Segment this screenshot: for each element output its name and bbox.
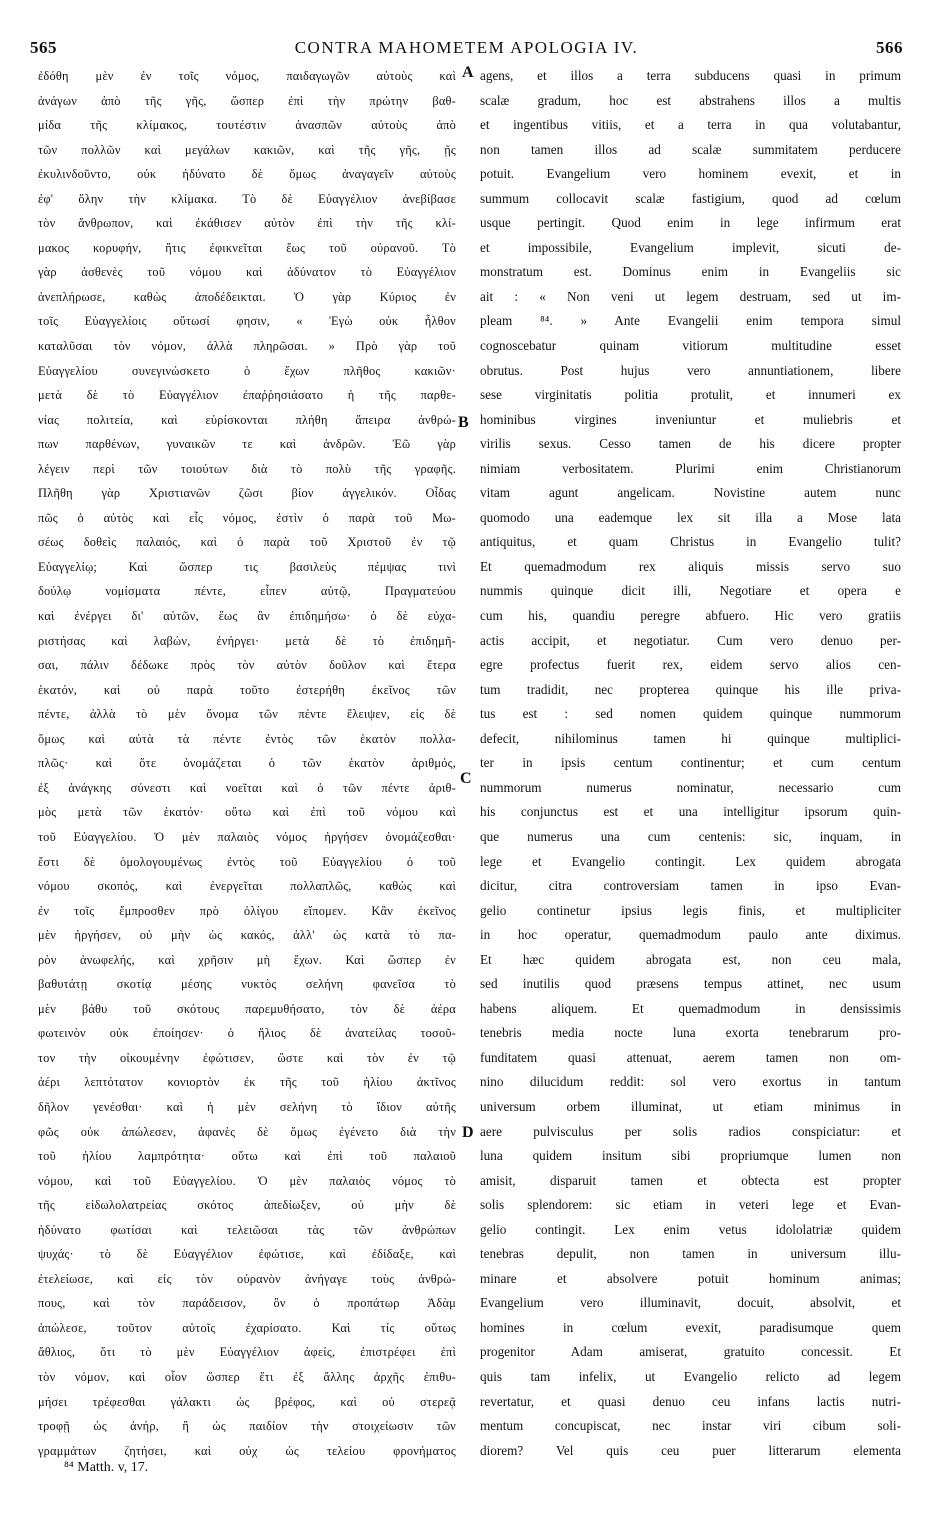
greek-text-line: μετὰ δὲ τὸ Εὐαγγέλιον ἐπαῤῥησιάσατο ἡ τῆς παρθε- (38, 388, 456, 403)
latin-text-line: et ingentibus vitiis, et a terra in qua volutabantur, (480, 117, 901, 133)
greek-text-line: ἐκυλινδοῦντο, οὐκ ἠδύνατο δὲ ὅμως ἀναγαγεῖν αὐτοὺς (38, 167, 456, 182)
latin-text-line: habens aliquem. Et quemadmodum in densissimis (480, 1000, 901, 1016)
greek-text-line: φῶς οὐκ ἀπώλεσεν, ἀφανὲς δὲ ὅμως ἐγένετο διὰ τὴν (38, 1124, 456, 1139)
latin-text-line: universum orbem illuminat, ut etiam minimus in (480, 1098, 901, 1114)
latin-text-line: luna quidem insitum sibi propriumque lumen non (480, 1148, 901, 1164)
latin-text-line: obrutus. Post hujus vero annuntiationem, libere (480, 362, 901, 378)
latin-text-line: lege et Evangelio contingit. Lex quidem abrogata (480, 853, 901, 869)
latin-text-line: sed inutilis quod præsens tempus attinet, nec usum (480, 976, 901, 992)
greek-text-line: μίδα τῆς κλίμακος, τουτέστιν ἀνασπῶν αὐτοὺς ἀπὸ (38, 118, 456, 133)
latin-text-line: ter in ipsis centum continentur; et cum centum (480, 755, 901, 771)
greek-text-line: ἐφ' ὅλην τὴν κλίμακα. Τὸ δὲ Εὐαγγέλιον ἀνεβίβασε (38, 191, 456, 206)
latin-text-line: non tamen illos ad scalæ summitatem perducere (480, 141, 901, 157)
latin-text-line: nummorum numerus nominatur, necessario cum (480, 779, 901, 795)
greek-text-line: ἐτελείωσε, καὶ εἰς τὸν οὐρανὸν ἀνήγαγε τοὺς ἀνθρώ- (38, 1271, 456, 1286)
latin-text-line: nimiam verbositatem. Plurimi enim Christianorum (480, 460, 901, 476)
greek-text-column (38, 64, 456, 1463)
latin-text-line: gelio continetur ipsius legis finis, et multipliciter (480, 902, 901, 918)
greek-text-line: φωτεινὸν οὐκ ἐποίησεν· ὁ ἥλιος δὲ ἀνατείλας τοσοῦ- (38, 1026, 456, 1041)
greek-text-line: τῆς εἰδωλολατρείας σκότος ἀπεδίωξεν, οὐ μὴν δὲ (38, 1198, 456, 1213)
greek-text-line: ἐξ ἀνάγκης σύνεστι καὶ νοεῖται καὶ ὁ τῶν πέντε ἀριθ- (38, 780, 456, 795)
latin-text-line: revertatur, et quasi denuo ceu infans lactis nutri- (480, 1393, 901, 1409)
greek-text-line: καὶ ἐνέργει δι' αὐτῶν, ἕως ἂν ἐπιδημήσω· ὁ δὲ εὐχα- (38, 609, 456, 624)
greek-text-line: πῶς ὁ αὐτὸς καὶ εἷς νόμος, ἐστὶν ὁ παρὰ τοῦ Μω- (38, 510, 456, 525)
latin-text-line: Evangelium vero illuminavit, docuit, absolvit, et (480, 1295, 901, 1311)
greek-text-line: τροφῇ ὡς ἀνήρ, ἢ ὡς παιδίον τὴν στοιχείωσιν τῶν (38, 1419, 456, 1434)
greek-text-line: λέγειν περὶ τῶν τοιούτων διὰ τὸ πολὺ τῆς γραφῆς. (38, 461, 456, 476)
latin-text-line: vitam agunt angelicam. Novistine autem nunc (480, 485, 901, 501)
greek-text-line: μήσει τρέφεσθαι γάλακτι ὡς βρέφος, καὶ οὐ στερεᾷ (38, 1394, 456, 1409)
latin-text-line: funditatem quasi attenuat, aerem tamen non om- (480, 1049, 901, 1065)
latin-text-line: solis splendorem: sic etiam in veteri lege et Evan- (480, 1197, 901, 1213)
greek-text-line: τῶν πολλῶν καὶ μεγάλων κακιῶν, καὶ τῆς γῆς, ῇς (38, 142, 456, 157)
latin-text-line: diorem? Vel quis ceu puer litterarum elementa (480, 1442, 901, 1458)
greek-text-line: τοῖς Εὐαγγελίοις οὕτωσί φησιν, « Ἐγὼ οὐκ ἦλθον (38, 314, 456, 329)
greek-text-line: πλῶς· καὶ ὅτε ὀνομάζεται ὁ τῶν ἑκατὸν ἀριθμός, (38, 756, 456, 771)
latin-text-line: scalæ gradum, hoc est abstrahens illos a multis (480, 92, 901, 108)
greek-text-line: ἑκατόν, καὶ οὐ παρὰ τοῦτο ἐστερήθη ἐκεῖνος τῶν (38, 682, 456, 697)
latin-text-line: nino dilucidum reddit: sol vero exortus in tantum (480, 1074, 901, 1090)
greek-text-line: νόμου, καὶ τοῦ Εὐαγγελίου. Ὁ μὲν παλαιὸς νόμος τὸ (38, 1173, 456, 1188)
latin-text-line: ait : « Non veni ut legem destruam, sed ut im- (480, 288, 901, 304)
latin-text-line: homines in cœlum evexit, paradisumque quem (480, 1319, 901, 1335)
greek-text-line: σαι, πάλιν δέδωκε πρὸς τὸν αὐτὸν δοῦλον καὶ ἕτερα (38, 658, 456, 673)
greek-text-line: ἀέρι λεπτότατον κονιορτὸν ἐκ τῆς τοῦ ἡλίου ἀκτῖνος (38, 1075, 456, 1090)
latin-text-column (480, 64, 901, 1463)
greek-text-line: μὲν ἠργήσεν, οὐ μὴν ὡς κακός, ἀλλ' ὡς κατὰ τὸ πα- (38, 928, 456, 943)
latin-text-line: quomodo una eademque lex sit illa a Mose lata (480, 509, 901, 525)
page-number-right: 566 (876, 38, 903, 57)
latin-text-line: usque pertingit. Quod enim in lege infirmum erat (480, 215, 901, 231)
latin-text-line: nummis quinque dicit illi, Negotiare et opera e (480, 583, 901, 599)
greek-text-line: ὅμως καὶ αὐτὰ τὰ πέντε ἐντὸς τῶν ἑκατὸν πολλα- (38, 731, 456, 746)
greek-text-line: μὸς μετὰ τῶν ἑκατόν· οὕτω καὶ ἐπὶ τοῦ νόμου καὶ (38, 805, 456, 820)
greek-text-line: ἀνάγων ἀπὸ τῆς γῆς, ὥσπερ ἐπὶ τὴν πρώτην βαθ- (38, 93, 456, 108)
greek-text-line: τὸν νόμον, καὶ οἷον ὥσπερ ἔτι ἐξ ἄλλης ἀρχῆς ἐπιθυ- (38, 1369, 456, 1384)
greek-text-line: ἄθλιος, ὅτι τὸ μὲν Εὐαγγέλιον ἀφείς, ἐπιστρέφει ἐπὶ (38, 1345, 456, 1360)
section-marker-b: B (458, 414, 469, 431)
latin-text-line: monstratum est. Dominus enim in Evangeliis sic (480, 264, 901, 280)
latin-text-line: defecit, nihilominus tamen hi quinque multiplici- (480, 730, 901, 746)
page-header (30, 38, 903, 62)
greek-text-line: μὲν βάθυ τοῦ σκότους παρεμυθήσατο, τὸν δὲ ἀέρα (38, 1001, 456, 1016)
greek-text-line: τοῦ Εὐαγγελίου. Ὁ μὲν παλαιὸς νόμος ἠργήσεν ὀνομάζεσθαι· (38, 829, 456, 844)
greek-text-line: βαθυτάτῃ σκοτίᾳ μέσης νυκτὸς σελήνη φανεῖσα τὸ (38, 977, 456, 992)
latin-text-line: amisit, disparuit tamen et obtecta est propter (480, 1172, 901, 1188)
footnote: ⁸⁴ Matth. v, 17. (64, 1460, 149, 1475)
latin-text-line: tus est : sed nomen quidem quinque nummorum (480, 706, 901, 722)
latin-text-line: mentum concupiscat, nec instar viri cibum soli- (480, 1418, 901, 1434)
latin-text-line: Et hæc quidem abrogata est, non ceu mala, (480, 951, 901, 967)
greek-text-line: πων παρθένων, γυναικῶν τε καὶ ἀνδρῶν. Ἐῶ γὰρ (38, 437, 456, 452)
latin-text-line: aere pulvisculus per solis radios conspiciatur: et (480, 1123, 901, 1139)
section-marker-d: D (462, 1124, 474, 1141)
latin-text-line: egre profectus fuerit rex, eidem servo alios cen- (480, 657, 901, 673)
latin-text-line: quis tam infelix, ut Evangelio relicto ad legem (480, 1368, 901, 1384)
latin-text-line: Et quemadmodum rex aliquis missis servo suo (480, 558, 901, 574)
latin-text-line: sese virginitatis politia protulit, et innumeri ex (480, 387, 901, 403)
latin-text-line: cognoscebatur quinam vitiorum multitudine esset (480, 338, 901, 354)
latin-text-line: in hoc operatur, quemadmodum paulo ante diximus. (480, 927, 901, 943)
greek-text-line: νόμου σκοπός, καὶ ἐνεργεῖται πολλαπλῶς, καθὼς καὶ (38, 879, 456, 894)
greek-text-line: τον τὴν οἰκουμένην ἐφώτισεν, ὥστε καὶ τὸν ἐν τῷ (38, 1050, 456, 1065)
page-number-left: 565 (30, 38, 57, 57)
latin-text-line: progenitor Adam amiserat, gratuito concessit. Et (480, 1344, 901, 1360)
greek-text-line: ρὸν ἀνωφελής, καὶ χρῆσιν μὴ ἔχων. Καὶ ὥσπερ ἐν (38, 952, 456, 967)
greek-text-line: τὸν ἄνθρωπον, καὶ ἐκάθισεν αὐτὸν ἐπὶ τὴν τῆς κλί- (38, 216, 456, 231)
latin-text-line: summum collocavit scalæ fastigium, quod ad cœlum (480, 190, 901, 206)
greek-text-line: ἀνεπλήρωσε, καθὼς ἀποδέδεικται. Ὁ γὰρ Κύριος ἐν (38, 289, 456, 304)
greek-text-line: ψυχάς· τὸ δὲ Εὐαγγέλιον ἐφώτισε, καὶ ἐδίδαξε, καὶ (38, 1247, 456, 1262)
section-marker-c: C (460, 770, 472, 787)
greek-text-line: δούλῳ νομίσματα πέντε, εἶπεν αὐτῷ, Πραγματεύου (38, 584, 456, 599)
latin-text-line: dicitur, citra controversiam tamen in ipso Evan- (480, 878, 901, 894)
latin-text-line: hominibus virgines inveniuntur et muliebris et (480, 411, 901, 427)
latin-text-line: pleam ⁸⁴. » Ante Evangelii enim tempora simul (480, 313, 901, 329)
greek-text-line: ἠδύνατο φωτίσαι καὶ τελειῶσαι τὰς τῶν ἀνθρώπων (38, 1222, 456, 1237)
greek-text-line: ἔστι δὲ ὁμολογουμένως ἐντὸς τοῦ Εὐαγγελίου ὁ τοῦ (38, 854, 456, 869)
latin-text-line: tum tradidit, nec propterea quinque his ille priva- (480, 681, 901, 697)
running-title: CONTRA MAHOMETEM APOLOGIA IV. (294, 38, 639, 57)
greek-text-line: δῆλον γενέσθαι· καὶ ἡ μὲν σελήνη τὸ ἴδιον αὐτῆς (38, 1099, 456, 1114)
greek-text-line: ἐδόθη μὲν ἐν τοῖς νόμος, παιδαγωγῶν αὐτοὺς καὶ (38, 69, 456, 83)
greek-text-line: γραμμάτων ζητήσει, καὶ οὐχ ὡς τελείου φρονήματος (38, 1443, 456, 1458)
latin-text-line: tenebris media nocte luna exorta tenebrarum pro- (480, 1025, 901, 1041)
greek-text-line: πέντε, ἀλλὰ τὸ μὲν ὄνομα τῶν πέντε ἔλειψεν, εἰς δὲ (38, 707, 456, 722)
greek-text-line: Εὐαγγελίῳ; Καὶ ὥσπερ τις βασιλεὺς πέμψας τινὶ (38, 559, 456, 574)
greek-text-line: νίας πολιτεία, καὶ εὑρίσκονται πλήθη ἄπειρα ἀνθρώ- (38, 412, 456, 427)
greek-text-line: καταλῦσαι τὸν νόμον, ἀλλὰ πληρῶσαι. » Πρὸ γὰρ τοῦ (38, 339, 456, 354)
latin-text-line: his conjunctus est et una intelligitur ipsorum quin- (480, 804, 901, 820)
greek-text-line: ἐν τοῖς ἔμπροσθεν πρὸ ὀλίγου εἴπομεν. Κἂν ἐκεῖνος (38, 903, 456, 918)
latin-text-line: tenebras depulit, non tamen in universum illu- (480, 1246, 901, 1262)
greek-text-line: ἀπώλεσε, τοῦτον αὐτοῖς ἐχαρίσατο. Καὶ τίς οὕτως (38, 1320, 456, 1335)
greek-text-line: μακος κορυφήν, ἥτις ἐφικνεῖται ἕως τοῦ οὐρανοῦ. Τὸ (38, 240, 456, 255)
latin-text-line: minare et absolvere potuit hominum animas; (480, 1270, 901, 1286)
greek-text-line: τοῦ ἡλίου λαμπρότητα· οὕτω καὶ ἐπὶ τοῦ παλαιοῦ (38, 1149, 456, 1164)
latin-text-line: antiquitus, et quam Christus in Evangelio tulit? (480, 534, 901, 550)
greek-text-line: Πλῆθη γὰρ Χριστιανῶν ζῶσι βίον ἀγγελικόν. Οἶδας (38, 486, 456, 501)
latin-text-line: virilis sexus. Cesso tamen de his dicere propter (480, 436, 901, 452)
latin-text-line: gelio contingit. Lex enim vetus idololatriæ quidem (480, 1221, 901, 1237)
greek-text-line: πους, καὶ τὸν παράδεισον, ὃν ὁ προπάτωρ Ἀδὰμ (38, 1296, 456, 1311)
greek-text-line: Εὐαγγελίου συνεγινώσκετο ὁ ἔχων πλῆθος κακιῶν· (38, 363, 456, 378)
latin-text-line: cum his, quandiu peregre abfuero. Hic vero gratiis (480, 608, 901, 624)
latin-text-line: que numerus una cum centenis: sic, inquam, in (480, 828, 901, 844)
greek-text-line: γὰρ ἀσθενὲς τοῦ νόμου καὶ ἀδύνατον τὸ Εὐαγγέλιον (38, 265, 456, 280)
section-marker-a: A (462, 64, 474, 81)
greek-text-line: σέως δοθεὶς παλαιός, καὶ ὁ παρὰ τοῦ Χριστοῦ ἐν τῷ (38, 535, 456, 550)
latin-text-line: potuit. Evangelium vero hominem evexit, et in (480, 166, 901, 182)
latin-text-line: agens, et illos a terra subducens quasi in primum (480, 68, 901, 83)
greek-text-line: ριστήσας καὶ λαβών, ἐνήργει· μετὰ δὲ τὸ ἐπιδημῆ- (38, 633, 456, 648)
latin-text-line: actis accipit, et negotiatur. Cum vero denuo per- (480, 632, 901, 648)
latin-text-line: et impossibile, Evangelium implevit, sicuti de- (480, 239, 901, 255)
